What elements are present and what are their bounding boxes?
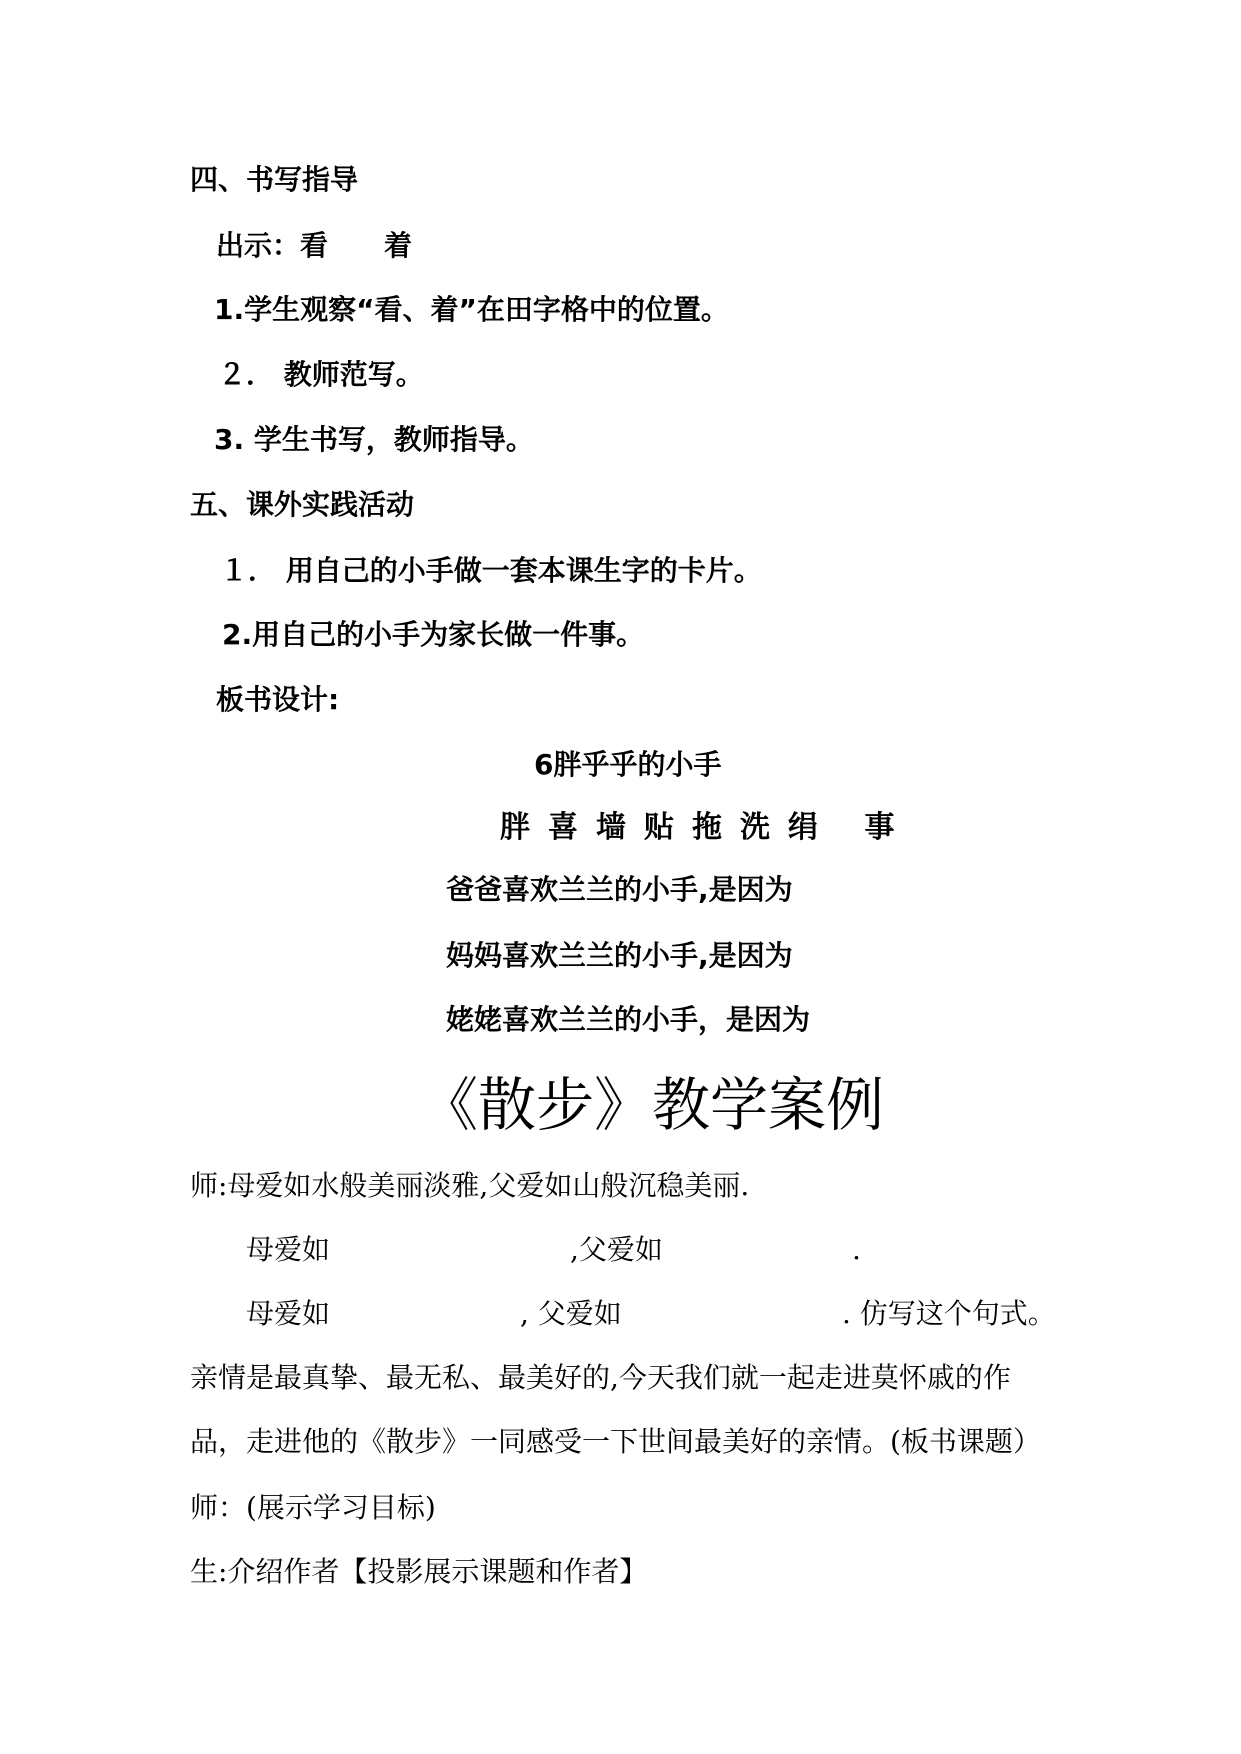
- section5-item-2: 2.用自己的小手为家长做一件事。: [222, 618, 645, 651]
- board-design-label: 板书设计:: [216, 683, 340, 716]
- case-paragraph-2-line-2: 品，走进他的《散步》一同感受一下世间最美好的亲情。(板书课题）: [190, 1425, 1041, 1458]
- section4-show-chars: 出示：看 着: [216, 229, 413, 262]
- fill-line-1-middle: ,父爱如: [570, 1233, 663, 1266]
- board-characters: 胖喜墙贴拖洗绢 事: [500, 810, 913, 845]
- fill-line-2-middle: , 父爱如: [520, 1297, 622, 1330]
- case-paragraph-3: 师：(展示学习目标): [190, 1491, 436, 1524]
- case-paragraph-1: 师:母爱如水般美丽淡雅,父爱如山般沉稳美丽.: [190, 1169, 750, 1202]
- fill-line-2-start: 母爱如: [246, 1297, 331, 1330]
- case-title: 《散步》教学案例: [420, 1071, 885, 1139]
- board-line-2: 妈妈喜欢兰兰的小手,是因为: [446, 939, 793, 972]
- section4-item-1: 1.学生观察“看、着”在田字格中的位置。: [214, 293, 729, 326]
- fill-line-2-end: . 仿写这个句式。: [842, 1297, 1056, 1330]
- case-paragraph-2-line-1: 亲情是最真挚、最无私、最美好的,今天我们就一起走进莫怀戚的作: [190, 1361, 1011, 1394]
- section4-item-3: 3. 学生书写，教师指导。: [214, 423, 534, 456]
- fill-line-1-end: .: [852, 1233, 861, 1266]
- section4-heading: 四、书写指导: [190, 163, 359, 196]
- board-line-1: 爸爸喜欢兰兰的小手,是因为: [446, 873, 793, 906]
- board-line-3: 姥姥喜欢兰兰的小手，是因为: [446, 1003, 811, 1036]
- section4-item-2: ２． 教师范写。: [218, 358, 424, 391]
- section5-item-1: １． 用自己的小手做一套本课生字的卡片。: [220, 554, 762, 587]
- fill-line-1-start: 母爱如: [246, 1233, 331, 1266]
- board-lesson-title: 6胖乎乎的小手: [534, 748, 722, 781]
- section5-heading: 五、课外实践活动: [190, 488, 415, 521]
- case-paragraph-4: 生:介绍作者【投影展示课题和作者】: [190, 1555, 648, 1588]
